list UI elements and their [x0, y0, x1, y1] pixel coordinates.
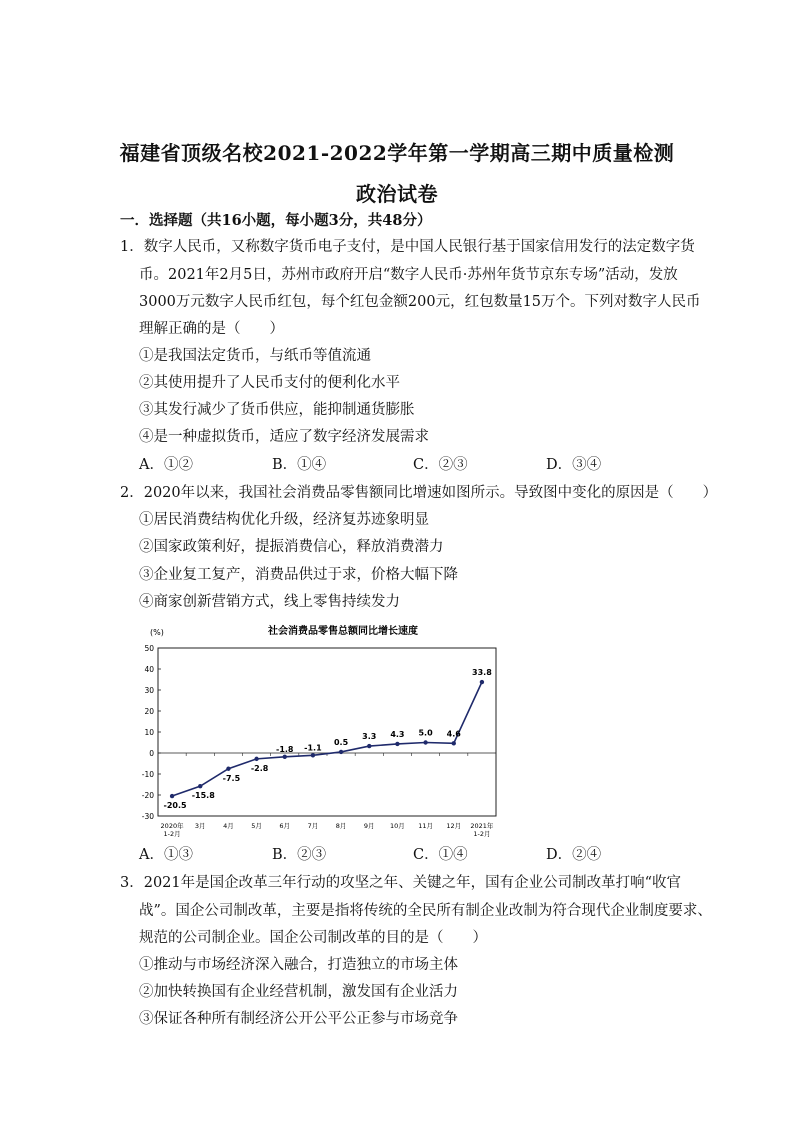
x-tick-label: 3月	[194, 822, 206, 830]
question-1-option-b[interactable]: B．①④	[272, 457, 327, 473]
question-2-option-d[interactable]: D．②④	[546, 847, 602, 863]
data-point	[254, 757, 258, 761]
section-heading: 一．选择题（共16小题，每小题3分，共48分）	[120, 212, 432, 229]
data-label: -2.8	[250, 763, 269, 773]
x-tick-label: 11月	[418, 822, 433, 830]
question-2-option-c[interactable]: C．①④	[413, 847, 468, 863]
x-tick-label: 2020年 1-2月	[160, 822, 184, 838]
data-point	[367, 744, 371, 748]
question-3-item-2: ②加快转换国有企业经营机制，激发国有企业活力	[139, 984, 458, 1000]
data-label: 4.6	[446, 729, 461, 739]
x-tick-label: 10月	[390, 822, 405, 830]
question-3-item-3: ③保证各种所有制经济公开公平公正参与市场竞争	[139, 1011, 458, 1027]
y-tick-label: -20	[141, 791, 154, 800]
data-point	[283, 755, 287, 759]
chart-title: 社会消费品零售总额同比增长速度	[268, 626, 418, 637]
question-1-item-1: ①是我国法定货币，与纸币等值流通	[139, 348, 371, 364]
x-tick-label: 12月	[446, 822, 462, 830]
data-point	[170, 794, 174, 798]
series-line	[172, 682, 482, 796]
question-1-item-3: ③其发行减少了货币供应，能抑制通货膨胀	[139, 402, 415, 418]
y-tick-label: 20	[144, 707, 154, 716]
data-point	[339, 750, 343, 754]
y-tick-label: 50	[144, 644, 154, 653]
y-tick-label: 40	[144, 665, 154, 674]
x-tick-label: 4月	[223, 822, 234, 830]
data-point	[395, 742, 399, 746]
question-2-item-1: ①居民消费结构优化升级，经济复苏迹象明显	[139, 512, 429, 528]
question-3-line-1: 3．2021年是国企改革三年行动的攻坚之年、关键之年，国有企业公司制改革打响“收官	[120, 875, 682, 891]
data-label: -20.5	[163, 801, 187, 811]
question-2-option-b[interactable]: B．②③	[272, 847, 327, 863]
question-3-line-3: 规范的公司制企业。国企公司制改革的目的是（ ）	[139, 930, 487, 946]
question-2-item-4: ④商家创新营销方式，线上零售持续发力	[139, 594, 400, 610]
question-3-line-2: 战”。国企公司制改革，主要是指将传统的全民所有制企业改制为符合现代企业制度要求、	[139, 903, 712, 919]
y-tick-label: -30	[141, 812, 154, 821]
x-tick-label: 8月	[335, 822, 347, 830]
chart-y-axis-label: (%)	[150, 628, 164, 637]
y-tick-label: 30	[144, 686, 154, 695]
data-label: -7.5	[222, 773, 241, 783]
question-1-option-a[interactable]: A．①②	[139, 457, 193, 473]
question-2-item-3: ③企业复工复产，消费品供过于求，价格大幅下降	[139, 567, 458, 583]
data-point	[311, 753, 315, 757]
data-point	[198, 784, 202, 788]
y-tick-label: 10	[144, 728, 154, 737]
y-tick-label: -10	[141, 770, 154, 779]
data-label: 5.0	[418, 728, 433, 738]
question-1-item-4: ④是一种虚拟货币，适应了数字经济发展需求	[139, 429, 429, 445]
question-1-option-d[interactable]: D．③④	[546, 457, 602, 473]
x-tick-label: 5月	[251, 822, 262, 830]
data-point	[480, 680, 484, 684]
x-tick-label: 2021年 1-2月	[470, 822, 494, 838]
data-label: 33.8	[472, 668, 492, 678]
data-label: -15.8	[191, 791, 215, 801]
growth-rate-chart	[138, 620, 508, 840]
data-label: -1.1	[304, 743, 322, 753]
data-label: 0.5	[333, 737, 349, 747]
y-tick-label: 0	[149, 749, 154, 758]
data-label: 3.3	[362, 732, 377, 742]
x-tick-label: 9月	[363, 822, 375, 830]
page-title: 福建省顶级名校2021-2022学年第一学期高三期中质量检测	[119, 141, 675, 165]
question-1-line-2: 币。2021年2月5日，苏州市政府开启“数字人民币·苏州年货节京东专场”活动，发放	[139, 267, 678, 283]
question-1-line-1: 1．数字人民币，又称数字货币电子支付，是中国人民银行基于国家信用发行的法定数字货	[120, 239, 695, 255]
data-point	[423, 740, 427, 744]
question-1-item-2: ②其使用提升了人民币支付的便利化水平	[139, 375, 400, 391]
question-1-line-4: 理解正确的是（ ）	[139, 321, 284, 337]
question-1-line-3: 3000万元数字人民币红包，每个红包金额200元，红包数量15万个。下列对数字人民币	[139, 294, 701, 310]
x-tick-label: 6月	[279, 822, 291, 830]
data-point	[226, 767, 230, 771]
question-3-item-1: ①推动与市场经济深入融合，打造独立的市场主体	[139, 957, 458, 973]
question-2-item-2: ②国家政策利好，提振消费信心，释放消费潜力	[139, 539, 444, 555]
data-label: -1.8	[276, 744, 294, 754]
page-subtitle: 政治试卷	[356, 182, 438, 206]
question-1-option-c[interactable]: C．②③	[413, 457, 468, 473]
question-2-option-a[interactable]: A．①③	[139, 847, 193, 863]
question-2-line-1: 2．2020年以来，我国社会消费品零售额同比增速如图所示。导致图中变化的原因是（ ）	[120, 485, 718, 501]
x-tick-label: 7月	[307, 822, 319, 830]
data-label: 4.3	[390, 729, 405, 739]
data-point	[452, 741, 456, 745]
